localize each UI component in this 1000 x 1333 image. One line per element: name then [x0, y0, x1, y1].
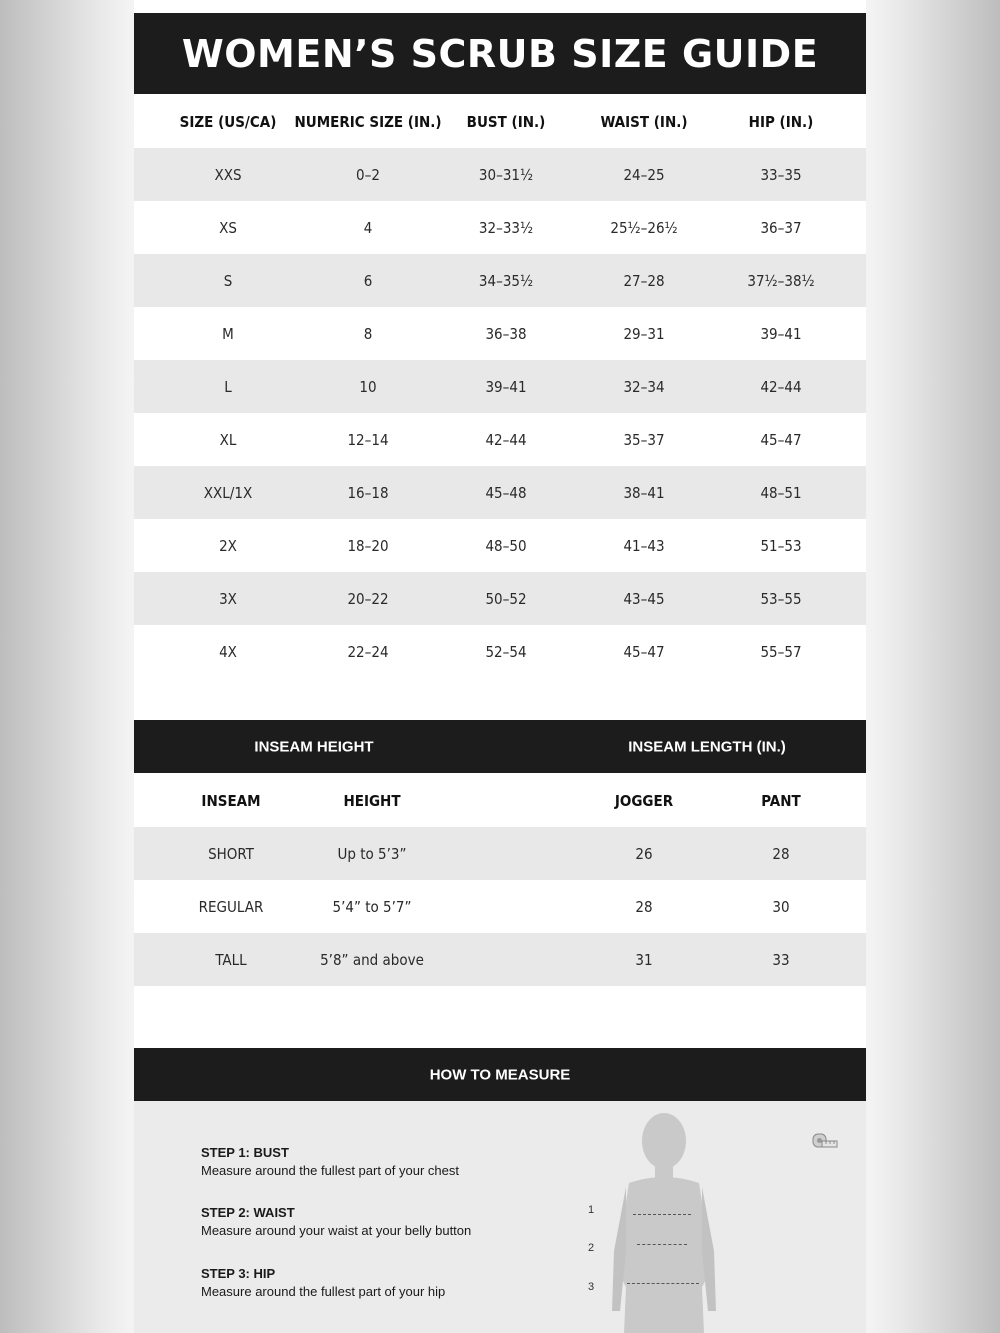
table-cell: XXS: [214, 165, 242, 184]
table-cell: 45–47: [623, 642, 665, 661]
table-cell: 45–47: [760, 430, 802, 449]
measuring-tape-icon: [812, 1132, 838, 1150]
step-description: Measure around the fullest part of your chest: [201, 1163, 459, 1178]
table-cell: 29–31: [623, 324, 665, 343]
column-header: NUMERIC SIZE (IN.): [294, 112, 442, 131]
hip-line: [627, 1283, 699, 1284]
table-cell: 48–50: [485, 536, 527, 555]
table-row: [134, 201, 866, 254]
table-cell: 26: [635, 844, 653, 863]
table-row: [134, 933, 866, 986]
how-to-measure-title: HOW TO MEASURE: [429, 1066, 571, 1083]
table-cell: 2X: [219, 536, 237, 555]
step-description: Measure around your waist at your belly button: [201, 1223, 472, 1238]
table-cell: 5’8” and above: [320, 950, 424, 969]
column-header: HEIGHT: [343, 791, 401, 810]
column-header: JOGGER: [614, 791, 674, 810]
table-cell: REGULAR: [198, 897, 264, 916]
table-cell: 33–35: [760, 165, 802, 184]
table-cell: 45–48: [485, 483, 527, 502]
table-cell: TALL: [215, 950, 247, 969]
column-header: HIP (IN.): [748, 112, 814, 131]
table-cell: 12–14: [347, 430, 389, 449]
how-to-measure-header: [134, 1048, 866, 1101]
table-cell: 37½–38½: [747, 271, 815, 290]
table-cell: 4: [363, 218, 373, 237]
table-cell: 50–52: [485, 589, 527, 608]
step-description: Measure around the fullest part of your hip: [201, 1284, 446, 1299]
step-bust: [201, 1145, 459, 1178]
table-cell: 51–53: [760, 536, 802, 555]
size-guide-sheet: [134, 0, 866, 1333]
table-cell: 32–33½: [478, 218, 534, 237]
table-cell: 39–41: [760, 324, 802, 343]
step-title: STEP 2: WAIST: [201, 1205, 295, 1220]
table-cell: 20–22: [347, 589, 389, 608]
column-header: WAIST (IN.): [600, 112, 688, 131]
table-cell: 31: [635, 950, 653, 969]
table-cell: 28: [635, 897, 653, 916]
table-cell: 33: [772, 950, 790, 969]
marker-number: 1: [588, 1204, 595, 1216]
inseam-length-heading: INSEAM LENGTH (IN.): [628, 738, 786, 755]
table-cell: 53–55: [760, 589, 802, 608]
table-cell: 36–38: [485, 324, 527, 343]
marker-number: 2: [588, 1242, 595, 1254]
table-cell: 36–37: [760, 218, 802, 237]
body-silhouette-icon: [604, 1111, 724, 1333]
inseam-height-heading: INSEAM HEIGHT: [254, 738, 374, 755]
table-cell: 55–57: [760, 642, 802, 661]
table-cell: 4X: [219, 642, 237, 661]
inseam-group-header: [134, 720, 866, 773]
size-table-header: [134, 95, 866, 148]
table-cell: 32–34: [623, 377, 665, 396]
page-title: WOMEN’S SCRUB SIZE GUIDE: [134, 13, 866, 94]
table-cell: 18–20: [347, 536, 389, 555]
column-header: BUST (IN.): [466, 112, 546, 131]
table-cell: 48–51: [760, 483, 802, 502]
how-to-measure-panel: [134, 1101, 866, 1333]
table-cell: 52–54: [485, 642, 527, 661]
column-header: PANT: [761, 791, 801, 810]
table-row: [134, 625, 866, 678]
table-row: [134, 148, 866, 201]
step-hip: [201, 1266, 445, 1299]
table-row: [134, 519, 866, 572]
table-cell: 10: [359, 377, 377, 396]
table-row: [134, 307, 866, 360]
table-cell: 8: [363, 324, 373, 343]
table-cell: XL: [219, 430, 237, 449]
table-cell: 38–41: [623, 483, 665, 502]
step-waist: [201, 1205, 471, 1238]
table-row: [134, 880, 866, 933]
step-title: STEP 1: BUST: [201, 1145, 289, 1160]
bust-line: [633, 1214, 691, 1215]
table-cell: 0–2: [356, 165, 380, 184]
column-header: INSEAM: [201, 791, 261, 810]
table-row: [134, 254, 866, 307]
inseam-table-header: [134, 774, 866, 827]
table-cell: M: [222, 324, 234, 343]
table-cell: 30: [772, 897, 790, 916]
table-cell: 25½–26½: [610, 218, 678, 237]
table-cell: 42–44: [760, 377, 802, 396]
table-cell: S: [223, 271, 233, 290]
table-cell: 35–37: [623, 430, 665, 449]
table-cell: 24–25: [623, 165, 665, 184]
table-row: [134, 413, 866, 466]
marker-number: 3: [588, 1281, 595, 1293]
table-cell: 42–44: [485, 430, 527, 449]
table-cell: 3X: [219, 589, 237, 608]
table-row: [134, 572, 866, 625]
table-cell: XS: [219, 218, 237, 237]
table-row: [134, 827, 866, 880]
table-cell: 28: [772, 844, 790, 863]
table-row: [134, 466, 866, 519]
table-cell: L: [224, 377, 232, 396]
table-cell: 41–43: [623, 536, 665, 555]
table-cell: 6: [363, 271, 373, 290]
column-header: SIZE (US/CA): [179, 112, 277, 131]
table-cell: 39–41: [485, 377, 527, 396]
table-cell: 27–28: [623, 271, 665, 290]
table-cell: 34–35½: [478, 271, 534, 290]
table-cell: Up to 5’3”: [337, 844, 407, 863]
table-cell: 16–18: [347, 483, 389, 502]
table-cell: 43–45: [623, 589, 665, 608]
waist-line: [637, 1244, 687, 1245]
step-title: STEP 3: HIP: [201, 1266, 276, 1281]
table-cell: XXL/1X: [203, 483, 253, 502]
table-row: [134, 360, 866, 413]
table-cell: 30–31½: [478, 165, 534, 184]
table-cell: 5’4” to 5’7”: [332, 897, 412, 916]
table-cell: 22–24: [347, 642, 389, 661]
table-cell: SHORT: [208, 844, 254, 863]
